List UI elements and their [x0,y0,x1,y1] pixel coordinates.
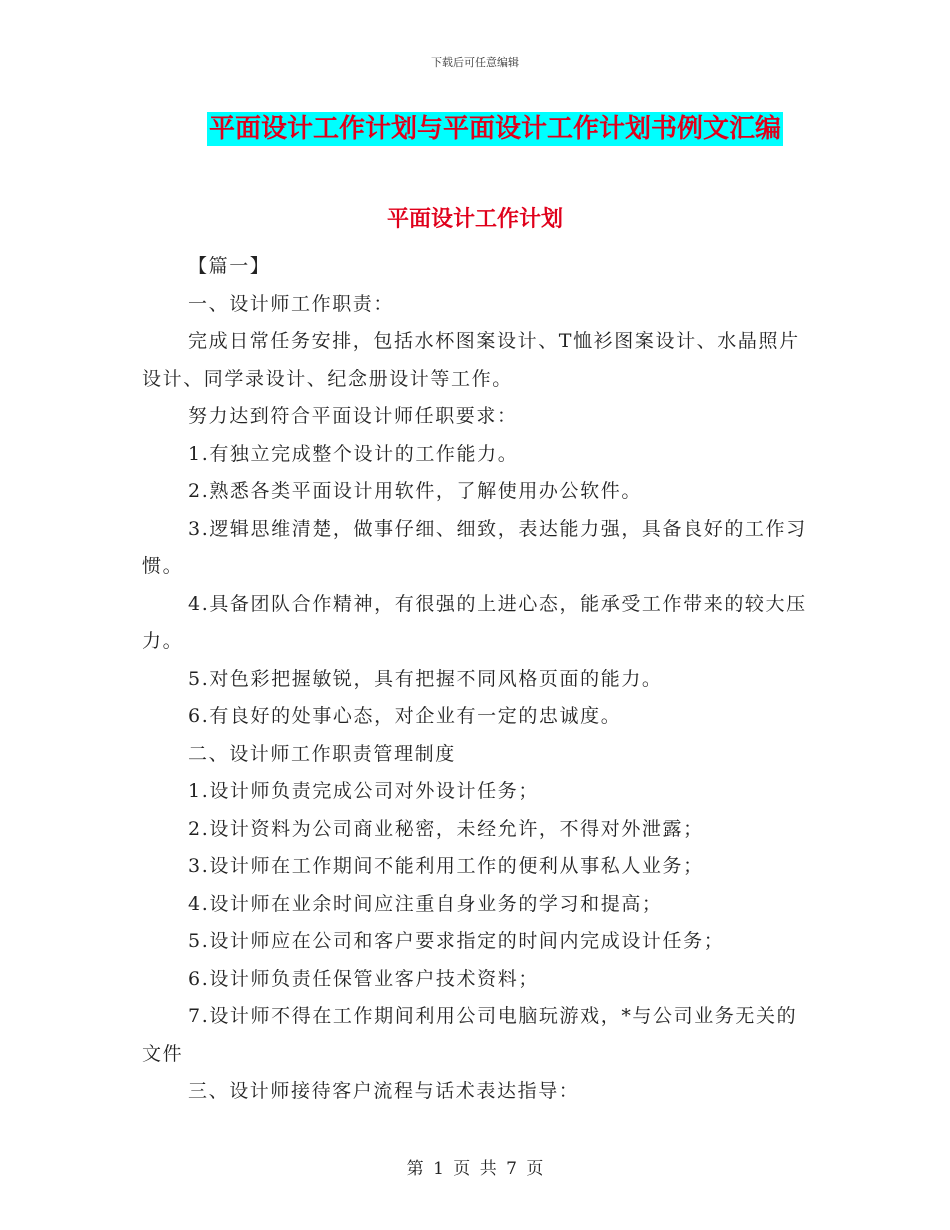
paragraph: 5.设计师应在公司和客户要求指定的时间内完成设计任务； [188,930,725,952]
paragraph: 三、设计师接待客户流程与话术表达指导： [188,1080,580,1102]
document-body [142,248,812,1111]
paragraph: 努力达到符合平面设计师任职要求： [188,405,518,427]
paragraph: 4.具备团队合作精神，有很强的上进心态，能承受工作带来的较大压力。 [142,592,807,652]
paragraph: 3.逻辑思维清楚，做事仔细、细致，表达能力强，具备良好的工作习惯。 [142,517,807,577]
paragraph: 6.设计师负责任保管业客户技术资料； [188,967,539,990]
paragraph: 2.熟悉各类平面设计用软件，了解使用办公软件。 [188,480,642,502]
paragraph: 完成日常任务安排，包括水杯图案设计、T恤衫图案设计、水晶照片设计、同学录设计、纪念册设计等工作。 [142,330,800,390]
paragraph: 7.设计师不得在工作期间利用公司电脑玩游戏，*与公司业务无关的文件 [142,1005,798,1065]
paragraph: 1.设计师负责完成公司对外设计任务； [188,780,539,802]
paragraph: 6.有良好的处事心态，对企业有一定的忠诚度。 [188,705,622,727]
section-title: 平面设计工作计划 [386,206,563,232]
document-main-title: 平面设计工作计划与平面设计工作计划书例文汇编 [209,114,782,144]
paragraph: 1.有独立完成整个设计的工作能力。 [188,442,519,465]
paragraph: 4.设计师在业余时间应注重自身业务的学习和提高； [188,892,663,915]
paragraph: 5.对色彩把握敏锐，具有把握不同风格页面的能力。 [188,667,663,690]
page-header-note: 下载后可任意编辑 [431,56,519,69]
paragraph: 3.设计师在工作期间不能利用工作的便利从事私人业务； [188,855,704,877]
page-footer: 第 1 页 共 7 页 [406,1159,544,1179]
paragraph: 一、设计师工作职责： [188,292,395,315]
paragraph: 【篇一】 [188,255,271,277]
paragraph: 二、设计师工作职责管理制度 [188,742,456,765]
paragraph: 2.设计资料为公司商业秘密，未经允许，不得对外泄露； [188,817,704,840]
